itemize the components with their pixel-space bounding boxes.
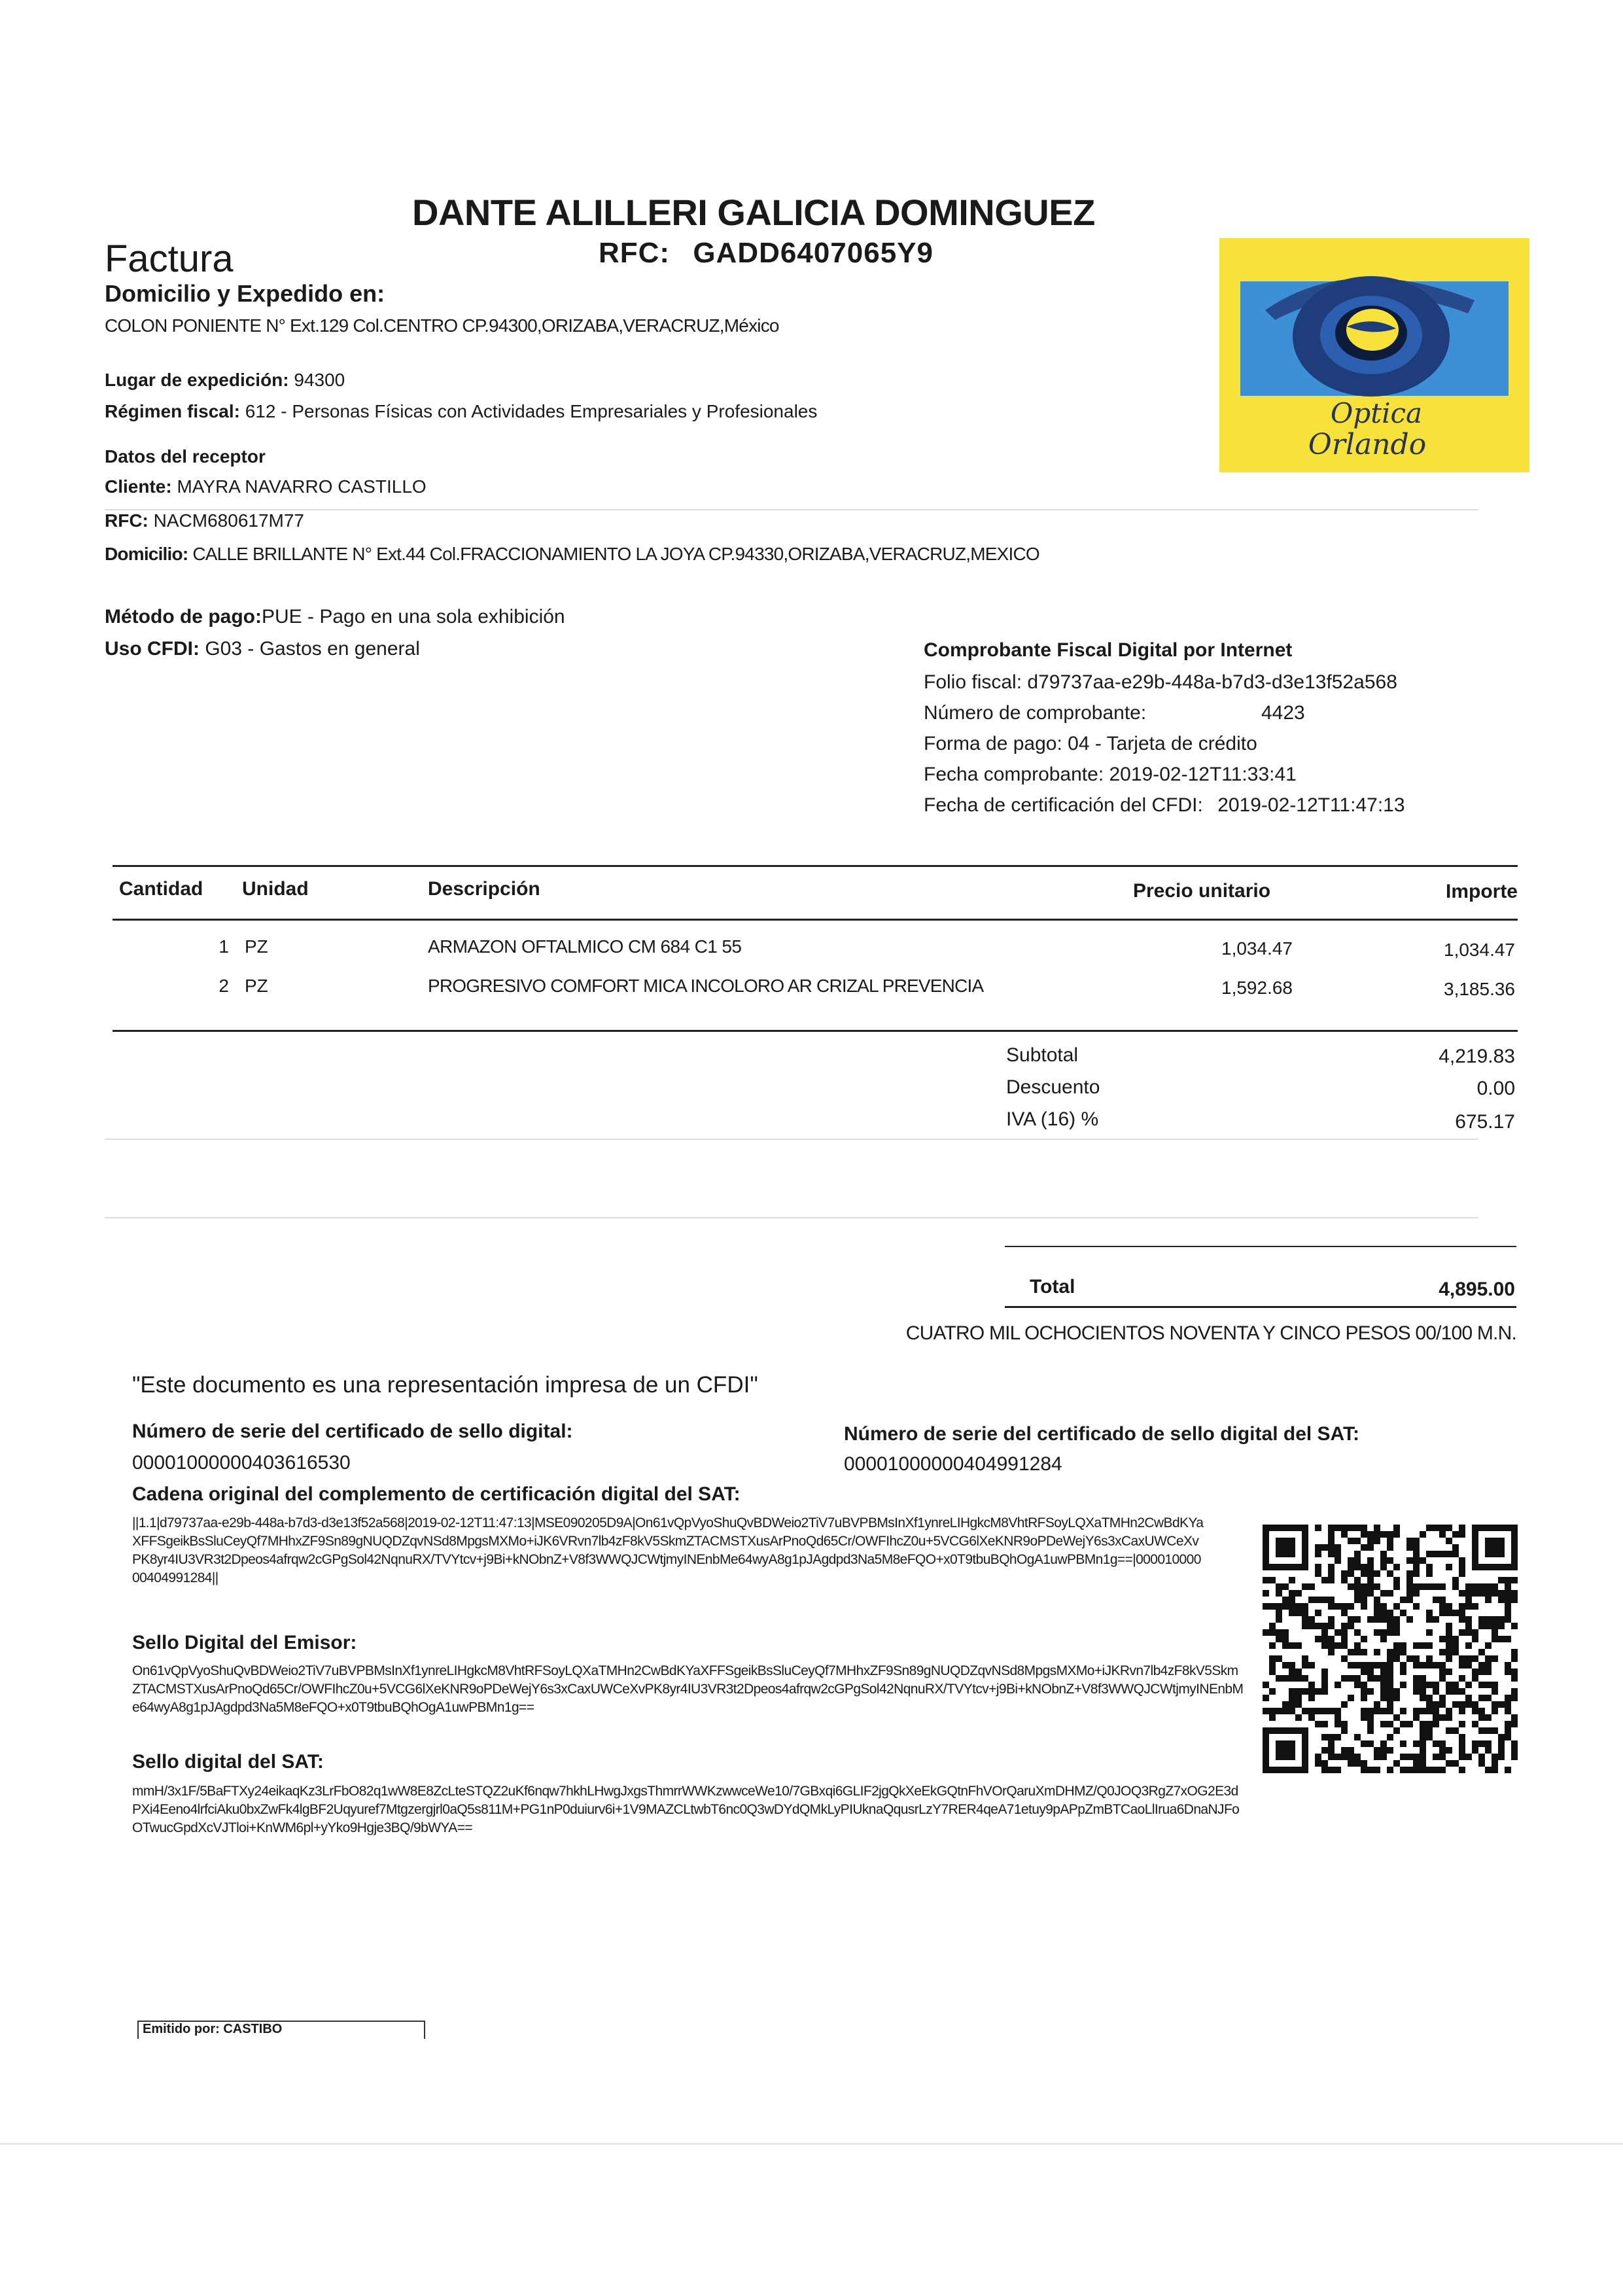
row-unit-price: 1,592.68 — [1221, 978, 1293, 998]
client-name: MAYRA NAVARRO CASTILLO — [177, 476, 427, 497]
qr-code — [1263, 1523, 1518, 1775]
receiver-client — [105, 476, 427, 497]
original-chain-text: ||1.1|d79737aa-e29b-448a-b7d3-d3e13f52a568|2019-02-12T11:47:13|MSE090205D9A|On61vQpVyoShuQvBDWeio2TiV7uBVPBMsInXf1ynreLIHgkcM8VhtRFSoyLQXaTMHn2CwBdKYaXFFSgeikBsSluCeyQf7MHhxZF9Sn89gNUQDZqvNSd8MpgsMXMo+iJK6VRvn7lb4zF8kV5SkmZTACMSTXusArPnoQd65Cr/OWFIhcZ0u+5VCG6lXeKNR9oPDeWejY6s3xCaxUWCeXvPK8yr4IU3VR3t2Dpeos4afrqw2cGPgSol42NqnuRX/TVYtcv+j9Bi+kNObnZ+V8f3WWQJCWtjmyINEnbMe64wyA8g1pJAgdpd3Na5M8eFQO+x0T9tbuBQhOgA1uwPBMn1g==|00001000000404991284|| — [132, 1515, 1204, 1585]
cfdi-number-value: 4423 — [1261, 702, 1305, 724]
cfdi-date — [924, 764, 1297, 786]
receiver-rfc-label: RFC: — [105, 510, 148, 531]
issuer-address-label: Domicilio y Expedido en: — [105, 280, 385, 307]
page-bottom-edge — [0, 2143, 1623, 2145]
row-description: PROGRESIVO COMFORT MICA INCOLORO AR CRIZAL PREVENCIA — [428, 976, 984, 996]
issuer-address: COLON PONIENTE N° Ext.129 Col.CENTRO CP.94300,ORIZABA,VERACRUZ,México — [105, 315, 779, 336]
cfdi-payment-form-label: Forma de pago: — [924, 733, 1062, 754]
row-description: ARMAZON OFTALMICO CM 684 C1 55 — [428, 936, 742, 957]
receiver-rfc-value: NACM680617M77 — [153, 510, 304, 531]
logo-text-1: Optica — [1330, 397, 1423, 429]
receiver-rfc — [105, 510, 304, 531]
iva-value: 675.17 — [1455, 1111, 1515, 1133]
receiver-address-label: Domicilio: — [105, 544, 188, 564]
logo-text-2: Orlando — [1308, 428, 1427, 461]
client-label: Cliente: — [105, 476, 172, 497]
qr-code-graphic — [1263, 1523, 1518, 1775]
receiver-address-value: CALLE BRILLANTE N° Ext.44 Col.FRACCIONAMIENTO LA JOYA CP.94330,ORIZABA,VERACRUZ,MEXICO — [192, 544, 1039, 564]
issuer-rfc — [599, 237, 934, 270]
sat-seal-text: mmH/3x1F/5BaFTXy24eikaqKz3LrFbO82q1wW8E8ZcLteSTQZ2uKf6nqw7hkhLHwgJxgsThmrrWWKzwwceWe10/7GBxqi6GLIF2jgQkXeEkGQtnFhVOrQaruXmDHMZ/Q0JOQ3RgZ7xOG2E3dPXi4Eeno4lrfciAku0bxZwFk4lgBF2Uqyuref7Mtgzergjrl0aQ5s811M+PG1nP0duiurv6i+1V9MAZCLtwbT6nc0Q3wDYdQMkLyPIUknaQqusrLzY7RER4qeA71etuy9pAPpZmBTCaoLlIrua6DnaNJFoOTwucGpdXcVJTloi+KnWM6pl+yYko9Hgje3BQ/9bWYA== — [132, 1784, 1240, 1835]
cfdi-cert-date-label: Fecha de certificación del CFDI: — [924, 794, 1203, 816]
total-in-words: CUATRO MIL OCHOCIENTOS NOVENTA Y CINCO PESOS 00/100 M.N. — [905, 1322, 1516, 1344]
cert-serial-value: 00001000000403616530 — [132, 1452, 351, 1474]
row-unit: PZ — [245, 936, 268, 957]
row-unit-price: 1,034.47 — [1221, 938, 1293, 959]
emitter-seal-label: Sello Digital del Emisor: — [132, 1632, 357, 1653]
row-amount: 1,034.47 — [1444, 940, 1515, 960]
payment-method-label: Método de pago: — [105, 606, 262, 627]
issuer-rfc-value: GADD6407065Y9 — [693, 237, 934, 269]
subtotal-value: 4,219.83 — [1439, 1046, 1515, 1067]
issuer-name: DANTE ALILLERI GALICIA DOMINGUEZ — [412, 192, 1095, 233]
expedition-label: Lugar de expedición: — [105, 370, 289, 390]
cfdi-use-label: Uso CFDI: — [105, 638, 200, 660]
cfdi-use-value: G03 - Gastos en general — [205, 638, 420, 660]
row-qty: 1 — [218, 936, 229, 957]
cfdi-disclaimer: "Este documento es una representación impresa de un CFDI" — [132, 1372, 758, 1398]
table-top-rule — [113, 865, 1518, 867]
cfdi-cert-date — [924, 794, 1405, 817]
cfdi-cert-date-value: 2019-02-12T11:47:13 — [1217, 794, 1405, 816]
col-header-unit: Unidad — [242, 878, 309, 900]
sat-cert-serial-value: 00001000000404991284 — [844, 1453, 1062, 1475]
background-rule — [105, 509, 1478, 510]
sat-cert-serial-label: Número de serie del certificado de sello digital del SAT: — [844, 1423, 1359, 1445]
cfdi-date-label: Fecha comprobante: — [924, 764, 1104, 785]
total-value: 4,895.00 — [1439, 1279, 1515, 1300]
col-header-amount: Importe — [1445, 881, 1518, 902]
optica-orlando-logo — [1219, 238, 1529, 472]
discount-label: Descuento — [1006, 1076, 1100, 1098]
receiver-address — [105, 544, 1039, 565]
background-rule — [105, 1139, 1478, 1140]
cfdi-date-value: 2019-02-12T11:33:41 — [1109, 764, 1297, 785]
expedition-place — [105, 370, 345, 391]
fiscal-regime-label: Régimen fiscal: — [105, 401, 240, 421]
row-amount: 3,185.36 — [1444, 979, 1515, 999]
fiscal-regime — [105, 401, 817, 422]
row-unit: PZ — [245, 976, 268, 996]
sat-seal-label: Sello digital del SAT: — [132, 1751, 324, 1773]
table-header-rule — [113, 919, 1518, 921]
expedition-value: 94300 — [294, 370, 345, 390]
table-bottom-rule — [113, 1030, 1518, 1032]
cfdi-payment-form — [924, 733, 1257, 755]
payment-method — [105, 606, 565, 628]
issuer-rfc-label: RFC: — [599, 237, 671, 269]
document-title: Factura — [105, 238, 234, 280]
emitter-seal-text: On61vQpVyoShuQvBDWeio2TiV7uBVPBMsInXf1ynreLIHgkcM8VhtRFSoyLQXaTMHn2CwBdKYaXFFSgeikBsSluCeyQf7MHhxZF9Sn89gNUQDZqvNSd8MpgsMXMo+iJKRvn7lb4zF8kV5SkmZTACMSTXusArPnoQd65Cr/OWFIhcZ0u+5VCG6lXeKNR9oPDeWejY6s3xCaxUWCeXvPK8yr4IU3VR3t2Dpeos4afrqw2cGPgSol42NqnuRX/TVYtcv+j9Bi+kNObnZ+V8f3WWQJCWtjmyINEnbMe64wyA8g1pJAgdpd3Na5M8eFQO+x0T9tbuBQhOgA1uwPBMn1g== — [132, 1663, 1244, 1715]
background-rule — [105, 1217, 1478, 1218]
col-header-price: Precio unitario — [1133, 880, 1271, 902]
fiscal-regime-value: 612 - Personas Físicas con Actividades Empresariales y Profesionales — [245, 401, 818, 421]
cfdi-use — [105, 638, 420, 660]
cfdi-folio-value: d79737aa-e29b-448a-b7d3-d3e13f52a568 — [1027, 671, 1397, 693]
total-bottom-rule — [1005, 1306, 1516, 1308]
cfdi-folio-label: Folio fiscal: — [924, 671, 1022, 693]
iva-label: IVA (16) % — [1006, 1108, 1099, 1130]
original-chain-label: Cadena original del complemento de certificación digital del SAT: — [132, 1483, 741, 1505]
total-label: Total — [1030, 1276, 1075, 1298]
subtotal-label: Subtotal — [1006, 1044, 1079, 1066]
cfdi-payment-form-value: 04 - Tarjeta de crédito — [1068, 733, 1257, 754]
col-header-qty: Cantidad — [119, 878, 203, 900]
emitted-by-stamp: Emitido por: CASTIBO — [137, 2021, 425, 2039]
cert-serial-label: Número de serie del certificado de sello digital: — [132, 1421, 573, 1442]
logo-graphic — [1219, 238, 1529, 472]
receiver-heading: Datos del receptor — [105, 446, 266, 467]
cfdi-heading: Comprobante Fiscal Digital por Internet — [924, 639, 1293, 661]
cfdi-number-label: Número de comprobante: — [924, 702, 1147, 724]
row-qty: 2 — [218, 976, 229, 996]
cfdi-folio — [924, 671, 1397, 694]
total-top-rule — [1005, 1246, 1516, 1247]
col-header-desc: Descripción — [428, 878, 540, 900]
payment-method-value: PUE - Pago en una sola exhibición — [261, 606, 565, 627]
discount-value: 0.00 — [1476, 1078, 1515, 1099]
